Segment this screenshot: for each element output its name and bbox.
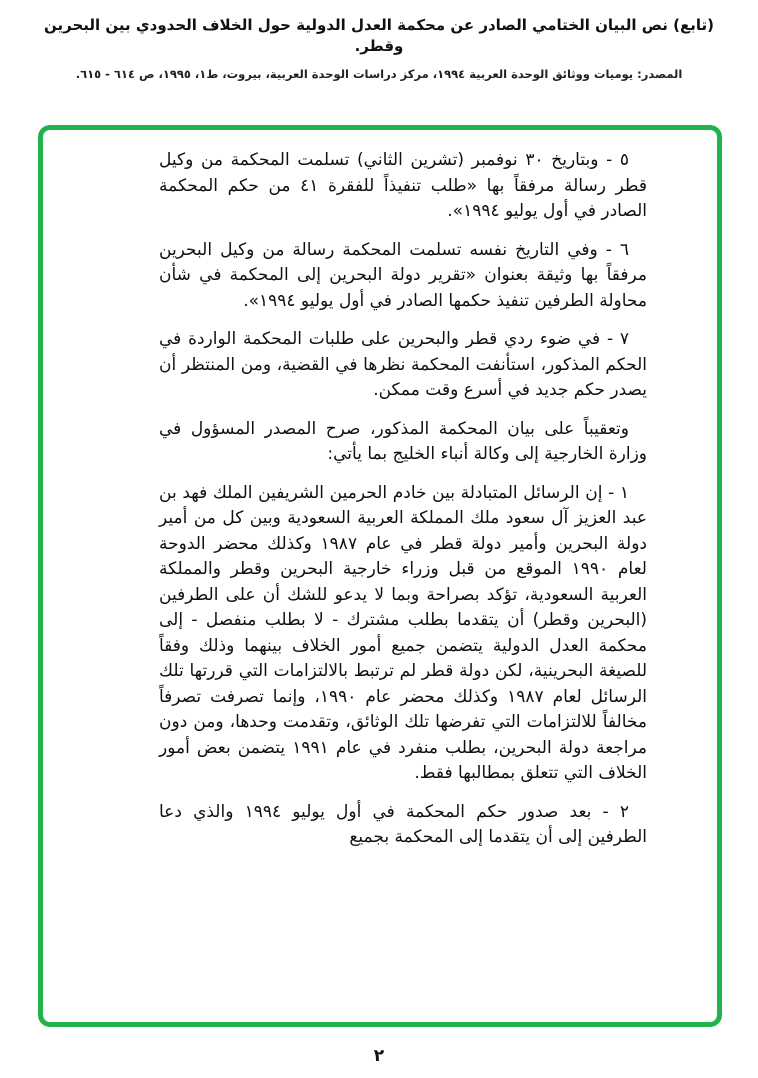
paragraph-commentary-intro: وتعقيباً على بيان المحكمة المذكور، صرح المصدر المسؤول في وزارة الخارجية إلى وكالة أنباء الخليج بما يأتي:: [159, 418, 647, 464]
paragraph-item-5: ٥ - وبتاريخ ٣٠ نوفمبر (تشرين الثاني) تسلمت المحكمة من وكيل قطر رسالة مرفقاً بها «طلب تنفيذاً للفقرة ٤١ من حكم المحكمة الصادر في أول يوليو ١٩٩٤».: [159, 150, 647, 221]
body-text-column: [43, 130, 717, 865]
document-title: (تابع) نص البيان الختامي الصادر عن محكمة العدل الدولية حول الخلاف الحدودي بين البحرين وقطر.: [44, 16, 714, 55]
document-header: [0, 0, 758, 81]
highlight-border-box: [38, 125, 722, 1027]
document-source: المصدر: يوميات ووثائق الوحدة العربية ١٩٩٤، مركز دراسات الوحدة العربية، بيروت، ط١، ١٩٩٥، ص ٦١٤ - ٦١٥.: [75, 67, 683, 81]
paragraph-item-6: ٦ - وفي التاريخ نفسه تسلمت المحكمة رسالة من وكيل البحرين مرفقاً بها وثيقة بعنوان «تقرير دولة البحرين إلى المحكمة في شأن محاولة الطرفين تنفيذ حكمها الصادر في أول يوليو ١٩٩٤».: [159, 239, 647, 311]
page-number: ٢: [373, 1046, 385, 1066]
paragraph-item-2: ٢ - بعد صدور حكم المحكمة في أول يوليو ١٩٩٤ والذي دعا الطرفين إلى أن يتقدما إلى المحكمة بجميع: [159, 801, 647, 847]
paragraph-item-7: ٧ - في ضوء ردي قطر والبحرين على طلبات المحكمة الواردة في الحكم المذكور، استأنفت المحكمة نظرها في القضية، ومن المنتظر أن يصدر حكم جديد في أسرع وقت ممكن.: [159, 329, 647, 400]
paragraph-item-1: ١ - إن الرسائل المتبادلة بين خادم الحرمين الشريفين الملك فهد بن عبد العزيز آل سعود ملك المملكة العربية السعودية وبين كل من أمير دولة البحرين وأمير دولة قطر في عام ١٩٨٧ وكذلك محضر الدوحة لعام ١٩٩٠ الموقع من قبل وزراء خارجية البحرين وقطر والمملكة العربية السعودية، تؤكد بصراحة وبما لا يدعو للشك أن على الطرفين (البحرين وقطر) أن يتقدما بطلب مشترك - لا بطلب منفصل - إلى محكمة العدل الدولية يتضمن جميع أمور الخلاف بينهما وذلك وفقاً للصيغة البحرينية، لكن دولة قطر لم ترتبط بالالتزامات التي قررتها تلك الرسائل لعام ١٩٨٧ وكذلك محضر عام ١٩٩٠، وإنما تصرفت تصرفاً مخالفاً للالتزامات التي تفرضها تلك الوثائق، وتقدمت وحدها، ومن دون مراجعة دولة البحرين، بطلب منفرد في عام ١٩٩١ يتضمن بعض أمور الخلاف التي تتعلق بمطالبها فقط.: [159, 482, 647, 783]
